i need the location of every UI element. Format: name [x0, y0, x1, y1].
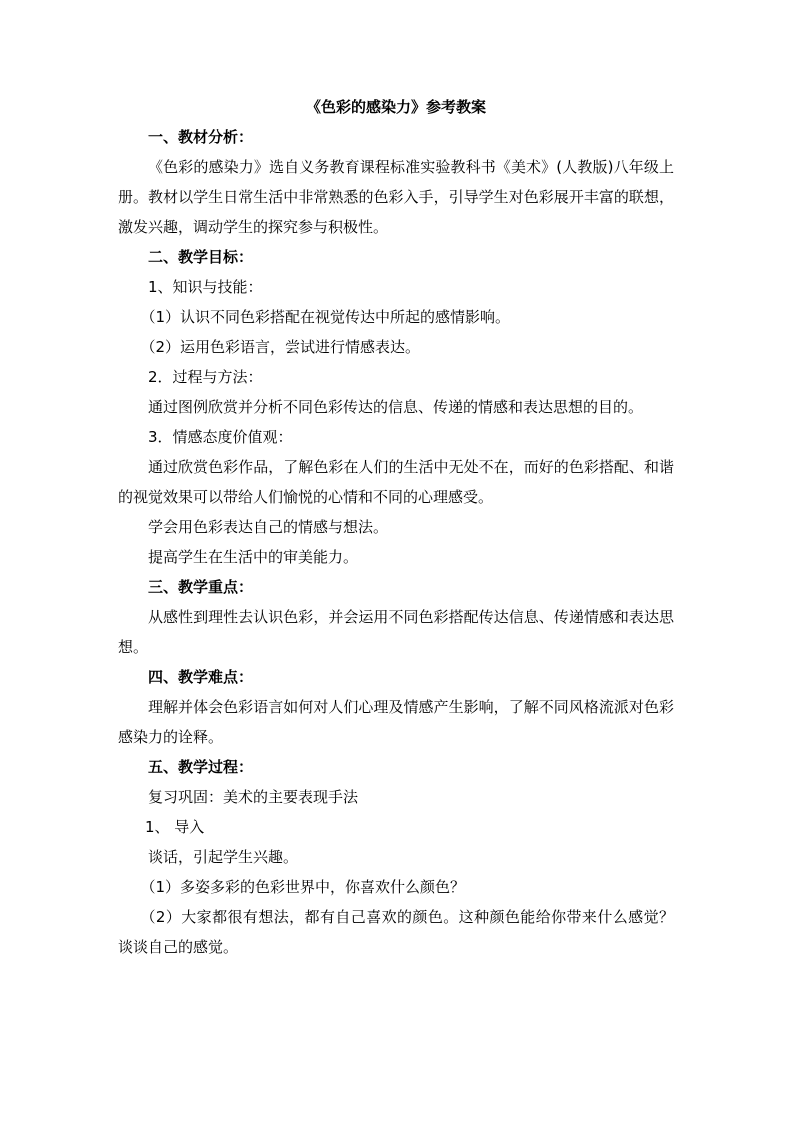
list-item-question-2: （2）大家都很有想法，都有自己喜欢的颜色。这种颜色能给你带来什么感觉？谈谈自己的感觉。: [118, 908, 674, 956]
list-item-question-1: （1）多姿多彩的色彩世界中，你喜欢什么颜色？: [140, 878, 466, 896]
subheading-process-methods: 2．过程与方法：: [148, 368, 263, 386]
section-heading-teaching-goals: 二、教学目标：: [148, 248, 254, 266]
paragraph-review: 复习巩固：美术的主要表现手法: [148, 788, 359, 806]
subheading-knowledge-skills: 1、知识与技能：: [148, 278, 263, 296]
section-heading-teaching-process: 五、教学过程：: [148, 758, 254, 776]
list-item-goal-2: （2）运用色彩语言，尝试进行情感表达。: [140, 338, 421, 356]
paragraph-process-methods: 通过图例欣赏并分析不同色彩传达的信息、传递的情感和表达思想的目的。: [148, 398, 644, 416]
subheading-introduction: 1、 导入: [145, 818, 205, 836]
paragraph-talk: 谈话，引起学生兴趣。: [148, 848, 299, 866]
section-heading-textbook-analysis: 一、教材分析：: [148, 128, 254, 146]
document-title: 《色彩的感染力》参考教案: [305, 98, 486, 116]
paragraph-textbook-analysis: 《色彩的感染力》选自义务教育课程标准实验教科书《美术》(人教版)八年级上册。教材以学生日常生活中非常熟悉的色彩入手，引导学生对色彩展开丰富的联想，激发兴趣，调动学生的探究参与积极性。: [118, 158, 674, 236]
list-item-goal-1: （1）认识不同色彩搭配在视觉传达中所起的感情影响。: [140, 308, 511, 326]
section-heading-difficulties: 四、教学难点：: [148, 668, 254, 686]
section-heading-key-points: 三、教学重点：: [148, 578, 254, 596]
subheading-emotion-values: 3．情感态度价值观：: [148, 428, 293, 446]
paragraph-emotion-values-2: 学会用色彩表达自己的情感与想法。: [148, 518, 389, 536]
paragraph-emotion-values-3: 提高学生在生活中的审美能力。: [148, 548, 359, 566]
paragraph-difficulties: 理解并体会色彩语言如何对人们心理及情感产生影响，了解不同风格流派对色彩感染力的诠释。: [118, 698, 674, 746]
paragraph-key-points: 从感性到理性去认识色彩，并会运用不同色彩搭配传达信息、传递情感和表达思想。: [118, 608, 674, 656]
paragraph-emotion-values-1: 通过欣赏色彩作品，了解色彩在人们的生活中无处不在，而好的色彩搭配、和谐的视觉效果可以带给人们愉悦的心情和不同的心理感受。: [118, 458, 674, 506]
document-page: [118, 92, 674, 962]
